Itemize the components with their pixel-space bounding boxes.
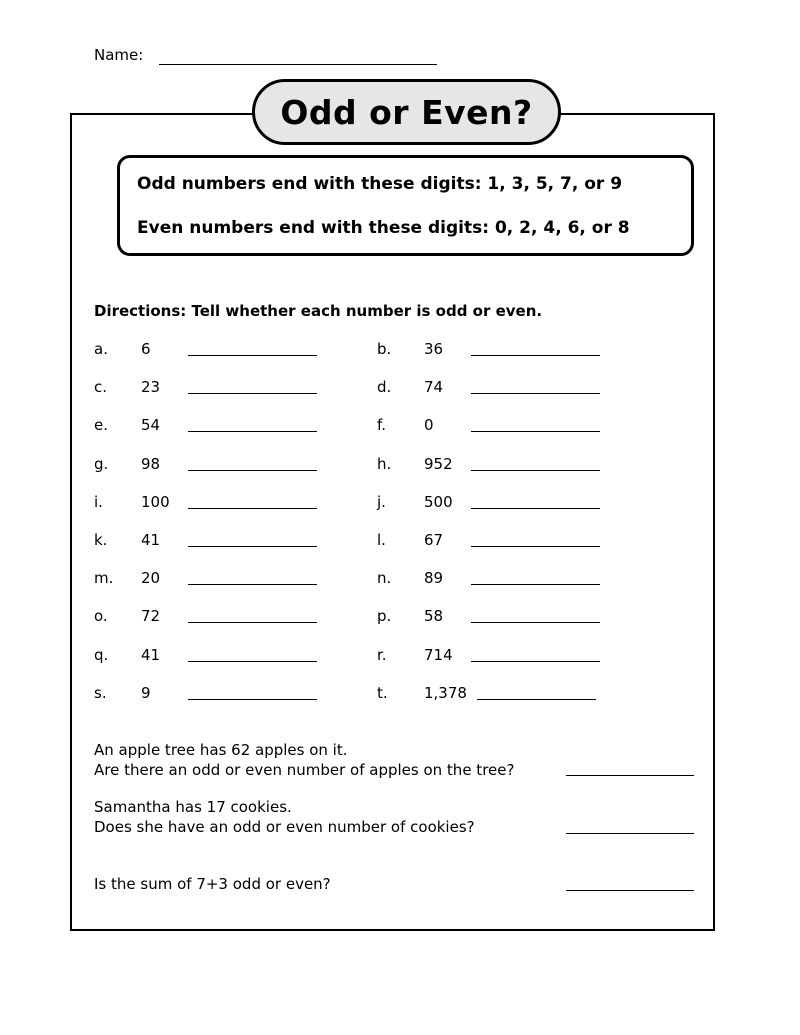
item-number: 20 bbox=[141, 569, 161, 587]
answer-blank[interactable] bbox=[188, 393, 317, 394]
item-letter: s. bbox=[94, 684, 107, 702]
directions: Directions: Tell whether each number is odd or even. bbox=[94, 302, 543, 320]
item-number: 58 bbox=[424, 607, 444, 625]
word-problem-1-line1: An apple tree has 62 apples on it. bbox=[94, 741, 348, 759]
item-letter: j. bbox=[377, 493, 386, 511]
answer-blank[interactable] bbox=[471, 508, 600, 509]
item-letter: a. bbox=[94, 340, 108, 358]
item-number: 714 bbox=[424, 646, 453, 664]
answer-blank[interactable] bbox=[471, 355, 600, 356]
item-number: 36 bbox=[424, 340, 444, 358]
answer-blank[interactable] bbox=[471, 661, 600, 662]
item-letter: o. bbox=[94, 607, 108, 625]
item-letter: e. bbox=[94, 416, 108, 434]
item-letter: m. bbox=[94, 569, 114, 587]
word-problem-2-answer-blank[interactable] bbox=[566, 833, 694, 834]
answer-blank[interactable] bbox=[471, 431, 600, 432]
word-problem-1-answer-blank[interactable] bbox=[566, 775, 694, 776]
answer-blank[interactable] bbox=[188, 508, 317, 509]
item-number: 100 bbox=[141, 493, 170, 511]
item-number: 54 bbox=[141, 416, 161, 434]
rules-box bbox=[117, 155, 694, 256]
word-problem-1-line2: Are there an odd or even number of apples on the tree? bbox=[94, 761, 515, 779]
answer-blank[interactable] bbox=[188, 355, 317, 356]
answer-blank[interactable] bbox=[188, 661, 317, 662]
answer-blank[interactable] bbox=[188, 584, 317, 585]
answer-blank[interactable] bbox=[471, 470, 600, 471]
item-letter: i. bbox=[94, 493, 103, 511]
item-letter: n. bbox=[377, 569, 392, 587]
odd-rule: Odd numbers end with these digits: 1, 3, 5, 7, or 9 bbox=[137, 174, 623, 194]
item-letter: b. bbox=[377, 340, 392, 358]
word-problem-3-line: Is the sum of 7+3 odd or even? bbox=[94, 875, 331, 893]
item-number: 98 bbox=[141, 455, 161, 473]
item-letter: d. bbox=[377, 378, 392, 396]
word-problem-3-answer-blank[interactable] bbox=[566, 890, 694, 891]
item-number: 952 bbox=[424, 455, 453, 473]
answer-blank[interactable] bbox=[188, 622, 317, 623]
item-number: 72 bbox=[141, 607, 161, 625]
answer-blank[interactable] bbox=[188, 546, 317, 547]
item-letter: c. bbox=[94, 378, 108, 396]
item-letter: f. bbox=[377, 416, 386, 434]
item-letter: h. bbox=[377, 455, 392, 473]
item-letter: t. bbox=[377, 684, 388, 702]
word-problem-2-line1: Samantha has 17 cookies. bbox=[94, 798, 292, 816]
answer-blank[interactable] bbox=[188, 431, 317, 432]
item-letter: k. bbox=[94, 531, 108, 549]
item-letter: l. bbox=[377, 531, 386, 549]
item-number: 500 bbox=[424, 493, 453, 511]
item-letter: g. bbox=[94, 455, 109, 473]
item-number: 6 bbox=[141, 340, 151, 358]
item-letter: r. bbox=[377, 646, 387, 664]
item-number: 23 bbox=[141, 378, 161, 396]
item-number: 89 bbox=[424, 569, 444, 587]
answer-blank[interactable] bbox=[471, 546, 600, 547]
answer-blank[interactable] bbox=[471, 584, 600, 585]
item-number: 67 bbox=[424, 531, 444, 549]
page-title: Odd or Even? bbox=[252, 79, 561, 145]
item-number: 41 bbox=[141, 646, 161, 664]
item-letter: p. bbox=[377, 607, 392, 625]
item-number: 1,378 bbox=[424, 684, 467, 702]
item-number: 41 bbox=[141, 531, 161, 549]
item-number: 9 bbox=[141, 684, 151, 702]
word-problem-2-line2: Does she have an odd or even number of cookies? bbox=[94, 818, 475, 836]
answer-blank[interactable] bbox=[188, 699, 317, 700]
item-letter: q. bbox=[94, 646, 109, 664]
even-rule: Even numbers end with these digits: 0, 2, 4, 6, or 8 bbox=[137, 218, 630, 238]
answer-blank[interactable] bbox=[477, 699, 596, 700]
answer-blank[interactable] bbox=[471, 393, 600, 394]
name-field[interactable] bbox=[159, 64, 437, 65]
answer-blank[interactable] bbox=[188, 470, 317, 471]
item-number: 74 bbox=[424, 378, 444, 396]
name-label: Name: bbox=[94, 46, 144, 64]
answer-blank[interactable] bbox=[471, 622, 600, 623]
item-number: 0 bbox=[424, 416, 434, 434]
